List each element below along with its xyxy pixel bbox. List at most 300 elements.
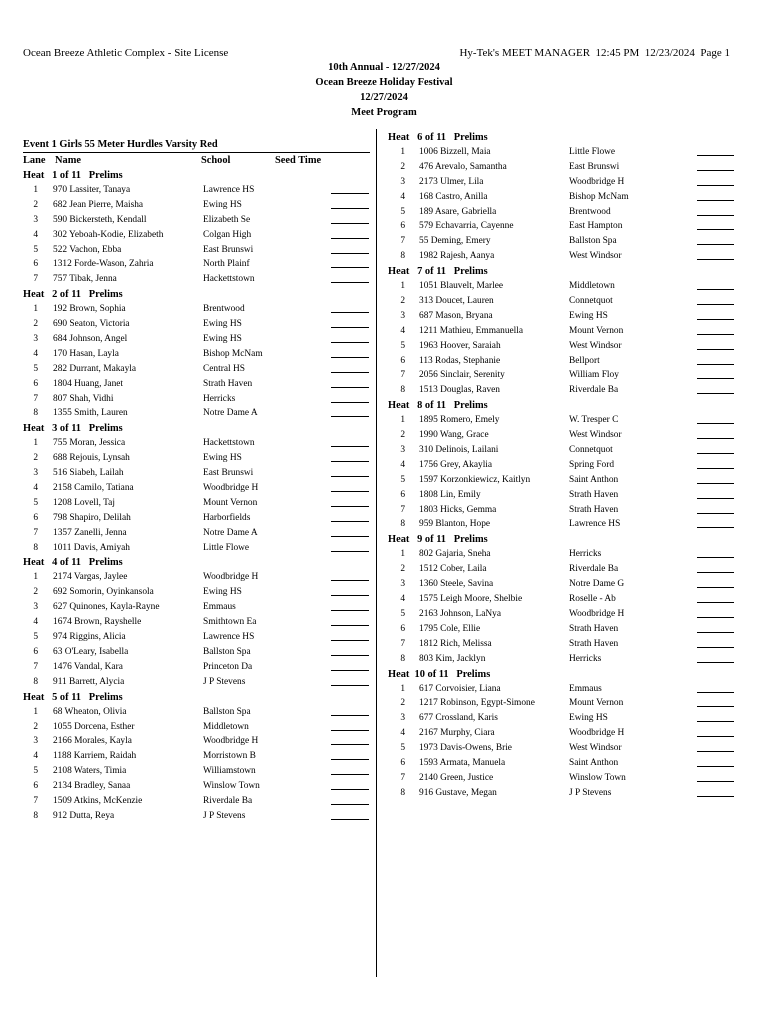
seed-time-blank [697,726,734,737]
seed-time-blank [331,272,369,283]
school-name: Princeton Da [203,661,253,672]
meet-title-line-2: Ocean Breeze Holiday Festival [315,77,453,88]
school-column-header: School [201,155,231,166]
entry-row [23,734,370,749]
entry-row [23,600,370,615]
lane-number: 8 [33,676,38,687]
lane-number: 4 [33,751,38,762]
meet-title-line-3: 12/27/2024 [360,92,408,103]
entry-row [388,443,738,458]
seed-time-blank [697,741,734,752]
school-name: Woodbridge H [569,176,625,187]
entry-row [23,347,370,362]
athlete-name: 1803 Hicks, Gemma [419,504,497,515]
school-name: Notre Dame G [569,579,625,590]
school-name: Herricks [569,549,602,560]
athlete-name: 2163 Johnson, LaNya [419,608,502,619]
seed-time-blank [331,764,369,775]
school-name: Mount Vernon [569,325,624,336]
entry-row [23,496,370,511]
school-name: Ewing HS [203,199,242,210]
lane-number: 7 [400,370,405,381]
entry-row [23,243,370,258]
athlete-name: 1357 Zanelli, Jenna [53,527,127,538]
school-name: Lawrence HS [203,632,255,643]
seed-time-blank [331,585,369,596]
athlete-name: 803 Kim, Jacklyn [419,653,486,664]
athlete-name: 302 Yeboah-Kodie, Elizabeth [53,229,164,240]
lane-number: 7 [33,661,38,672]
entry-row [388,473,738,488]
lane-number: 2 [33,587,38,598]
school-name: Strath Haven [569,504,619,515]
athlete-name: 170 Hasan, Layla [53,348,119,359]
athlete-name: 310 Delinois, Lailani [419,445,499,456]
meet-title-line-4: Meet Program [351,107,417,118]
school-name: Ewing HS [203,453,242,464]
entry-row [388,741,738,756]
entry-row [388,175,738,190]
seed-time-blank [697,354,734,365]
seed-time-blank [697,786,734,797]
athlete-name: 1476 Vandal, Kara [53,661,123,672]
athlete-name: 690 Seaton, Victoria [53,319,130,330]
seed-time-blank [331,377,369,388]
athlete-name: 2174 Vargas, Jaylee [53,572,128,583]
school-name: East Brunswi [203,468,254,479]
school-name: William Floy [569,370,619,381]
athlete-name: 55 Deming, Emery [419,236,491,247]
lane-number: 5 [33,363,38,374]
seed-time-blank [331,570,369,581]
athlete-name: 1513 Douglas, Raven [419,385,500,396]
athlete-name: 2134 Bradley, Sanaa [53,781,131,792]
athlete-name: 1963 Hoover, Saraiah [419,340,501,351]
meet-manager-header: Hy-Tek's MEET MANAGER 12:45 PM 12/23/2024 Page 1 [459,47,730,59]
lane-number: 1 [400,415,405,426]
seed-time-blank [331,347,369,358]
school-name: Connetquot [569,445,613,456]
seed-time-blank [697,309,734,320]
lane-number: 7 [33,274,38,285]
lane-number: 8 [33,408,38,419]
school-name: Roselle - Ab [569,594,616,605]
lane-number: 6 [33,512,38,523]
entry-row [23,809,370,824]
athlete-name: 970 Lassiter, Tanaya [53,185,131,195]
lane-number: 8 [33,542,38,553]
athlete-name: 688 Rejouis, Lynsah [53,453,130,464]
lane-number: 2 [400,161,405,172]
school-name: Ewing HS [203,334,242,345]
athlete-name: 627 Quinones, Kayla-Rayne [53,602,160,613]
entry-row [23,660,370,675]
seed-time-blank [697,622,734,633]
entry-row [388,294,738,309]
lane-number: 6 [400,355,405,366]
lane-number: 3 [400,579,405,590]
lane-number: 4 [33,229,38,240]
entry-row [23,272,370,287]
athlete-name: 1312 Forde-Wason, Zahria [53,259,154,270]
seed-time-blank [331,615,369,626]
lane-number: 5 [33,766,38,777]
lane-number: 5 [400,206,405,217]
athlete-name: 807 Shah, Vidhi [53,393,114,404]
entry-row [23,645,370,660]
school-name: Lawrence HS [569,519,621,530]
seed-time-blank [697,443,734,454]
school-name: Little Flowe [203,542,250,553]
school-name: Little Flowe [569,147,616,157]
athlete-name: 687 Mason, Bryana [419,310,493,321]
entry-row [23,764,370,779]
right-heats-list [388,130,738,801]
school-name: Woodbridge H [203,572,259,583]
entry-row [23,377,370,392]
heat-header: Heat 2 of 11 Prelims [23,289,123,301]
entry-row [388,756,738,771]
entry-row [23,705,370,720]
entry-row [388,711,738,726]
seed-time-blank [697,607,734,618]
lane-number: 4 [33,483,38,494]
athlete-name: 974 Riggins, Alicia [53,632,126,643]
school-name: Ewing HS [569,310,608,321]
school-name: Ballston Spa [203,706,251,717]
lane-number: 2 [33,199,38,210]
entry-row [388,652,738,667]
entry-row [388,428,738,443]
seed-time-blank [331,392,369,403]
seed-time-blank [331,675,369,686]
seed-time-blank [697,324,734,335]
left-heats-list [23,168,370,824]
seed-time-column-header: Seed Time [275,155,322,166]
entry-row [23,585,370,600]
name-column-header: Name [55,155,81,166]
athlete-name: 2167 Murphy, Ciara [419,728,495,739]
entry-row [388,190,738,205]
seed-time-blank [697,160,734,171]
heat-header: Heat 6 of 11 Prelims [388,132,488,143]
lane-number: 3 [33,334,38,345]
seed-time-blank [331,734,369,745]
entry-row [388,160,738,175]
athlete-name: 1509 Atkins, McKenzie [53,795,143,806]
entry-row [388,279,738,294]
seed-time-blank [331,705,369,716]
lane-number: 7 [33,527,38,538]
entry-row [388,517,738,532]
lane-number: 7 [400,236,405,247]
entry-row [388,562,738,577]
lane-number: 8 [400,385,405,396]
school-name: Hackettstown [203,274,255,285]
seed-time-blank [697,637,734,648]
lane-number: 7 [400,772,405,783]
seed-time-blank [331,198,369,209]
lane-number: 4 [400,594,405,605]
athlete-name: 798 Shapiro, Delilah [53,512,131,523]
school-name: East Brunswi [203,244,254,255]
seed-time-blank [697,279,734,290]
lane-number: 8 [33,810,38,821]
lane-number: 7 [33,393,38,404]
seed-time-blank [331,779,369,790]
athlete-name: 684 Johnson, Angel [53,334,128,345]
lane-number: 6 [400,221,405,232]
seed-time-blank [331,526,369,537]
seed-time-blank [331,541,369,552]
entry-row [388,637,738,652]
school-name: W. Tresper C [569,415,619,426]
school-name: Middletown [203,721,249,732]
school-name: Saint Anthon [569,757,619,768]
lane-number: 1 [33,304,38,315]
seed-time-blank [697,503,734,514]
lane-number: 3 [33,602,38,613]
athlete-name: 1512 Cober, Laila [419,564,487,575]
lane-number: 2 [33,453,38,464]
athlete-name: 1055 Dorcena, Esther [53,721,135,732]
athlete-name: 282 Durrant, Makayla [53,363,137,374]
lane-number: 6 [33,378,38,389]
entry-row [23,257,370,272]
athlete-name: 1674 Brown, Rayshelle [53,617,142,628]
lane-number: 8 [400,787,405,798]
entry-row [388,354,738,369]
entry-row [388,786,738,801]
lane-number: 5 [400,340,405,351]
seed-time-blank [697,458,734,469]
school-name: Bishop McNam [569,191,629,202]
athlete-name: 113 Rodas, Stephanie [419,355,501,366]
athlete-name: 192 Brown, Sophia [53,304,126,315]
seed-time-blank [331,511,369,522]
school-name: Winslow Town [203,781,260,792]
school-name: Colgan High [203,229,252,240]
seed-time-blank [331,406,369,417]
athlete-name: 2108 Waters, Timia [53,766,127,777]
school-name: Central HS [203,363,245,374]
athlete-name: 1982 Rajesh, Aanya [419,251,495,262]
seed-time-blank [697,234,734,245]
lane-number: 6 [33,259,38,270]
lane-number: 5 [400,743,405,754]
athlete-name: 802 Gajaria, Sneha [419,549,491,560]
athlete-name: 313 Doucet, Lauren [419,296,494,307]
athlete-name: 1804 Huang, Janet [53,378,124,389]
seed-time-blank [331,213,369,224]
seed-time-blank [697,592,734,603]
seed-time-blank [331,362,369,373]
entry-row [388,205,738,220]
entry-row [23,541,370,556]
school-name: West Windsor [569,743,622,754]
seed-time-blank [331,496,369,507]
seed-time-blank [331,183,369,194]
seed-time-blank [697,711,734,722]
school-name: Williamstown [203,766,256,777]
lane-number: 5 [400,608,405,619]
lane-number: 4 [33,617,38,628]
school-name: Riverdale Ba [569,564,619,575]
school-name: Bishop McNam [203,348,263,359]
seed-time-blank [331,436,369,447]
seed-time-blank [331,794,369,805]
lane-number: 5 [33,497,38,508]
school-name: Ewing HS [203,319,242,330]
school-name: Morristown B [203,751,256,762]
lane-number: 3 [400,310,405,321]
lane-column-header: Lane [23,155,46,166]
school-name: North Plainf [203,259,250,270]
school-name: Smithtown Ea [203,617,257,628]
seed-time-blank [331,466,369,477]
lane-number: 1 [400,147,405,157]
lane-number: 6 [33,646,38,657]
seed-time-blank [331,317,369,328]
seed-time-blank [331,481,369,492]
athlete-name: 2166 Morales, Kayla [53,736,132,747]
lane-number: 1 [33,438,38,449]
entry-row [388,219,738,234]
heat-header: Heat 3 of 11 Prelims [23,423,123,435]
athlete-name: 168 Castro, Anilla [419,191,488,202]
heat-header: Heat 8 of 11 Prelims [388,400,488,412]
seed-time-blank [331,228,369,239]
seed-time-blank [697,562,734,573]
athlete-name: 1355 Smith, Lauren [53,408,128,419]
school-name: Notre Dame A [203,527,258,538]
athlete-name: 1756 Grey, Akaylia [419,459,493,470]
entry-row [388,696,738,711]
school-name: Woodbridge H [569,728,625,739]
seed-time-blank [697,547,734,558]
seed-time-blank [697,383,734,394]
school-name: Elizabeth Se [203,214,251,225]
school-name: Emmaus [203,602,236,613]
athlete-name: 911 Barrett, Alycia [53,676,125,687]
lane-number: 4 [400,459,405,470]
seed-time-blank [331,302,369,313]
school-name: Riverdale Ba [569,385,619,396]
school-name: Connetquot [569,296,613,307]
school-name: East Hampton [569,221,623,232]
heat-header: Heat 7 of 11 Prelims [388,266,488,278]
seed-time-blank [697,577,734,588]
athlete-name: 1211 Mathieu, Emmanuella [419,325,524,336]
school-name: West Windsor [569,251,622,262]
entry-row [23,794,370,809]
entry-row [23,526,370,541]
column-divider [376,129,377,977]
lane-number: 3 [400,176,405,187]
seed-time-blank [331,600,369,611]
lane-number: 5 [33,632,38,643]
athlete-name: 68 Wheaton, Olivia [53,706,127,717]
lane-number: 2 [33,319,38,330]
meet-title-line-1: 10th Annual - 12/27/2024 [328,62,440,73]
heat-header: Heat 1 of 11 Prelims [23,170,123,181]
lane-number: 4 [400,325,405,336]
school-name: East Brunswi [569,161,620,172]
school-name: Strath Haven [569,623,619,634]
school-name: Saint Anthon [569,474,619,485]
athlete-name: 1188 Karriem, Raidah [53,751,137,762]
entry-row [23,451,370,466]
seed-time-blank [697,517,734,528]
entry-row [388,383,738,398]
entry-row [23,198,370,213]
school-name: Ewing HS [203,587,242,598]
seed-time-blank [697,771,734,782]
entry-row [388,771,738,786]
school-name: Ballston Spa [203,646,251,657]
entry-row [23,466,370,481]
lane-number: 3 [33,468,38,479]
entry-row [388,622,738,637]
school-name: Mount Vernon [569,698,624,709]
school-name: Woodbridge H [203,483,259,494]
school-name: Bellport [569,355,600,366]
school-name: Brentwood [569,206,611,217]
school-name: West Windsor [569,340,622,351]
lane-number: 1 [400,281,405,292]
athlete-name: 516 Siabeh, Lailah [53,468,124,479]
school-name: Woodbridge H [203,736,259,747]
seed-time-blank [697,294,734,305]
athlete-name: 1795 Cole, Ellie [419,623,481,634]
school-name: Hackettstown [203,438,255,449]
athlete-name: 682 Jean Pierre, Maisha [53,199,144,210]
school-name: Herricks [569,653,602,664]
entry-row [388,413,738,428]
lane-number: 2 [33,721,38,732]
entry-row [23,332,370,347]
school-name: Strath Haven [569,489,619,500]
entry-row [388,577,738,592]
entry-row [23,362,370,377]
athlete-name: 1360 Steele, Savina [419,579,494,590]
entry-row [388,368,738,383]
athlete-name: 757 Tibak, Jenna [53,274,117,285]
lane-number: 1 [33,572,38,583]
lane-number: 4 [400,191,405,202]
lane-number: 1 [400,549,405,560]
entry-row [388,503,738,518]
event-title: Event 1 Girls 55 Meter Hurdles Varsity Red [23,139,218,150]
school-name: Ballston Spa [569,236,617,247]
entry-row [388,234,738,249]
athlete-name: 1575 Leigh Moore, Shelbie [419,594,523,605]
athlete-name: 2056 Sinclair, Serenity [419,370,505,381]
lane-number: 2 [400,296,405,307]
athlete-name: 189 Asare, Gabriella [419,206,497,217]
entry-row [388,607,738,622]
entry-row [388,726,738,741]
entry-row [23,630,370,645]
seed-time-blank [697,756,734,767]
heat-header: Heat 10 of 11 Prelims [388,668,491,680]
school-name: Notre Dame A [203,408,258,419]
entry-row [388,458,738,473]
athlete-name: 916 Gustave, Megan [419,787,497,798]
entry-row [388,145,738,160]
athlete-name: 1808 Lin, Emily [419,489,481,500]
lane-number: 1 [33,185,38,195]
